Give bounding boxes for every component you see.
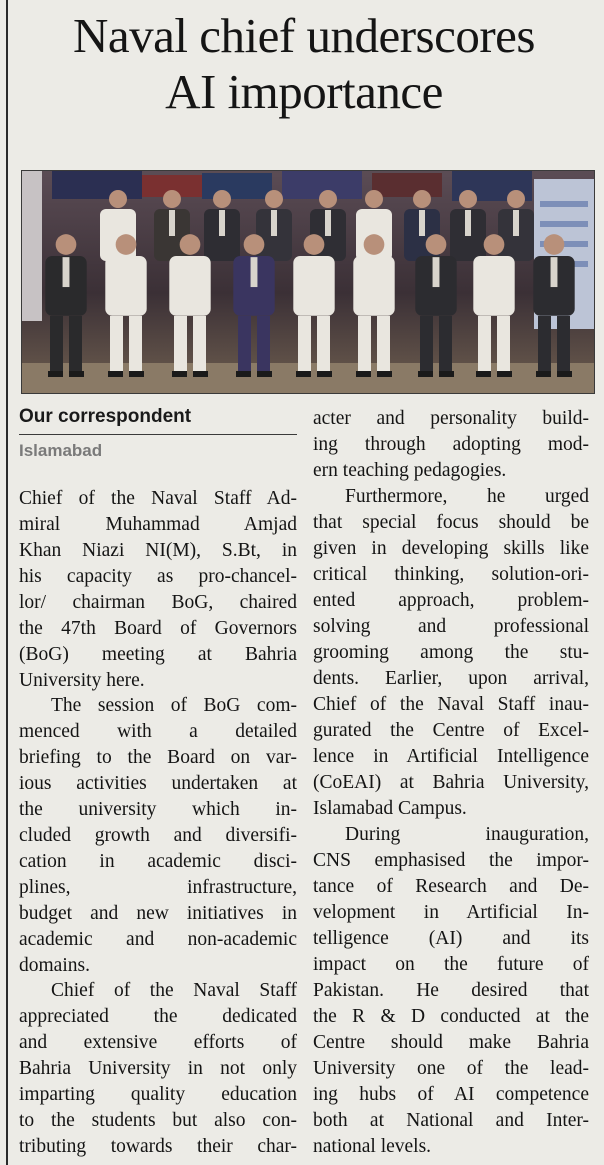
article-line: velopment in Artificial In- (313, 902, 589, 923)
article-line: critical thinking, solution-ori- (313, 564, 589, 585)
group-photo (21, 170, 595, 394)
article-line: both at National and Inter- (313, 1110, 589, 1131)
article-line: the university which in- (19, 799, 297, 820)
article-line: tributing towards their char- (19, 1136, 297, 1157)
article-line: national levels. (313, 1136, 432, 1157)
article-line: Furthermore, he urged (345, 486, 589, 507)
article-line: to the students but also con- (19, 1110, 297, 1131)
group-photo-image (22, 171, 594, 393)
article-line: During inauguration, (345, 824, 589, 845)
column-rule (6, 0, 8, 1165)
article-line: given in developing skills like (313, 538, 589, 559)
article-line: and extensive efforts of (19, 1032, 297, 1053)
article-line: imparting quality education (19, 1084, 297, 1105)
article-line: The session of BoG com- (51, 695, 297, 716)
article-line: cation in academic disci- (19, 851, 297, 872)
article-line: briefing to the Board on var- (19, 747, 297, 768)
article-line: lor/ chairman BoG, chaired (19, 592, 297, 613)
article-line: lence in Artificial Intelligence (313, 746, 589, 767)
headline (14, 8, 594, 120)
article-line: Islamabad Campus. (313, 798, 467, 819)
article-line: solving and professional (313, 616, 589, 637)
article-line: budget and new initiatives in (19, 903, 297, 924)
article-line: University one of the lead- (313, 1058, 589, 1079)
article-line: appreciated the dedicated (19, 1006, 297, 1027)
article-line: Centre should make Bahria (313, 1032, 589, 1053)
headline-line-2: AI importance (165, 64, 443, 119)
article-line: acter and personality build- (313, 408, 589, 429)
headline-line-1: Naval chief underscores (73, 8, 535, 63)
article-line: dents. Earlier, upon arrival, (313, 668, 589, 689)
article-line: impact on the future of (313, 954, 589, 975)
article-line: ious activities undertaken at (19, 773, 297, 794)
article-line: Chief of the Naval Staff Ad- (19, 488, 297, 509)
article-line: University here. (19, 670, 145, 691)
article-line: Chief of the Naval Staff (51, 980, 297, 1001)
article-line: ing through adopting mod- (313, 434, 589, 455)
article-line: that special focus should be (313, 512, 589, 533)
article-line: the R & D conducted at the (313, 1006, 589, 1027)
article-line: Pakistan. He desired that (313, 980, 589, 1001)
article-line: (CoEAI) at Bahria University, (313, 772, 589, 793)
article-line: the 47th Board of Governors (19, 618, 297, 639)
article-line: menced with a detailed (19, 721, 297, 742)
byline-divider (19, 434, 297, 435)
article-line: cluded growth and diversifi- (19, 825, 297, 846)
article-line: Khan Niazi NI(M), S.Bt, in (19, 540, 297, 561)
article-line: Chief of the Naval Staff inau- (313, 694, 589, 715)
article-line: telligence (AI) and its (313, 928, 589, 949)
article-line: miral Muhammad Amjad (19, 514, 297, 535)
article-line: gurated the Centre of Excel- (313, 720, 589, 741)
dateline: Islamabad (19, 441, 103, 460)
article-line: (BoG) meeting at Bahria (19, 644, 297, 665)
article-line: grooming among the stu- (313, 642, 589, 663)
article-line: CNS emphasised the impor- (313, 850, 589, 871)
article-line: academic and non-academic (19, 929, 297, 950)
byline: Our correspondent (19, 406, 192, 427)
article-line: domains. (19, 955, 90, 976)
article-line: ern teaching pedagogies. (313, 460, 507, 481)
article-line: Bahria University in not only (19, 1058, 297, 1079)
article-line: tance of Research and De- (313, 876, 589, 897)
article-line: plines, infrastructure, (19, 877, 297, 898)
article-line: ented approach, problem- (313, 590, 589, 611)
article-line: his capacity as pro-chancel- (19, 566, 297, 587)
article-line: ing hubs of AI competence (313, 1084, 589, 1105)
